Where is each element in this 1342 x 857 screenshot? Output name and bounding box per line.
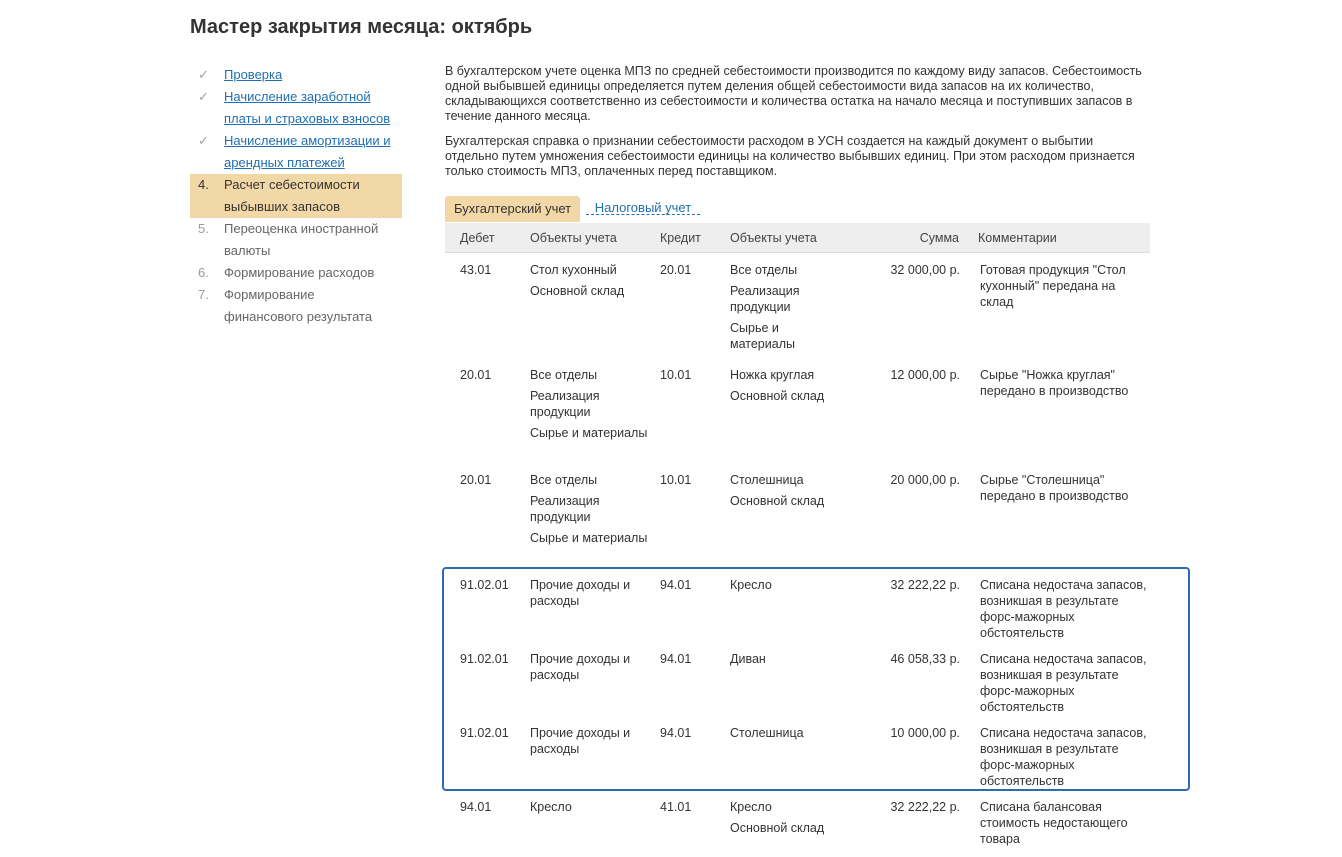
cell-comment: Списана недостача запасов, возникшая в результате форс-мажорных обстоятельств [980, 726, 1147, 788]
cell-credit: 41.01 [660, 800, 692, 814]
object-line: Столешница [730, 473, 804, 487]
object-line: Все отделы [730, 263, 798, 277]
check-icon: ✓ [198, 89, 209, 104]
step-link-check[interactable]: Проверка [224, 67, 283, 82]
description-paragraph-2: Бухгалтерская справка о признании себестоимости расходом в УСН создается на каждый документ о выбытии отдельно путем умножения себестоимости единицы на количество выбывших единиц. При этом расходом признается только стоимость МПЗ, оплаченных перед поставщиком. [445, 134, 1135, 178]
step-7 [190, 284, 402, 328]
step-6 [190, 262, 402, 284]
cell-sum: 32 000,00 р. [890, 263, 960, 277]
cell-objects-debit [530, 262, 650, 304]
cell-debit: 43.01 [460, 263, 492, 277]
table-header [445, 223, 1150, 253]
object-line: Реализация продукции [730, 284, 800, 314]
cell-sum: 10 000,00 р. [890, 726, 960, 740]
object-line: Все отделы [530, 368, 598, 382]
tab-accounting[interactable]: Бухгалтерский учет [445, 196, 580, 222]
step-label: Формирование финансового результата [224, 287, 373, 324]
cell-comment: Списана недостача запасов, возникшая в результате форс-мажорных обстоятельств [980, 578, 1147, 640]
object-line: Основной склад [730, 494, 825, 508]
cell-comment: Списана балансовая стоимость недостающего товара [980, 800, 1128, 846]
tab-tax[interactable]: Налоговый учет [586, 196, 700, 215]
object-line: Основной склад [530, 284, 625, 298]
step-number: 7. [198, 287, 209, 302]
step-1[interactable] [190, 64, 402, 86]
check-icon: ✓ [198, 133, 209, 148]
cell-credit: 20.01 [660, 263, 692, 277]
object-line: Реализация продукции [530, 389, 600, 419]
cell-sum: 32 222,22 р. [890, 578, 960, 592]
cell-credit: 10.01 [660, 473, 692, 487]
cell-objects-credit [730, 367, 840, 409]
step-link-depreciation[interactable]: Начисление амортизации и арендных платежей [224, 133, 391, 170]
object-line: Основной склад [730, 389, 825, 403]
tabs [445, 196, 700, 224]
cell-objects-credit [730, 262, 840, 357]
step-label: Переоценка иностранной валюты [224, 221, 379, 258]
step-number: 6. [198, 265, 209, 280]
cell-comment: Готовая продукция "Стол кухонный" передана на склад [980, 263, 1126, 309]
cell-debit: 20.01 [460, 368, 492, 382]
highlight-frame [442, 567, 1190, 791]
cell-debit: 94.01 [460, 800, 492, 814]
object-line: Кресло [730, 800, 772, 814]
object-line: Кресло [730, 578, 772, 592]
step-number: 5. [198, 221, 209, 236]
object-line: Кресло [530, 800, 572, 814]
wizard-steps [190, 64, 402, 328]
step-link-salary[interactable]: Начисление заработной платы и страховых взносов [224, 89, 391, 126]
cell-comment: Сырье "Ножка круглая" передано в производство [980, 368, 1129, 398]
step-4-current[interactable] [190, 174, 402, 218]
cell-comment: Списана недостача запасов, возникшая в результате форс-мажорных обстоятельств [980, 652, 1147, 714]
step-label: Формирование расходов [224, 265, 375, 280]
object-line: Сырье и материалы [530, 426, 648, 440]
object-line: Основной склад [730, 821, 825, 835]
cell-objects-credit [730, 799, 840, 841]
page-title: Мастер закрытия месяца: октябрь [190, 16, 533, 38]
object-line: Прочие доходы и расходы [530, 652, 631, 682]
object-line: Столешница [730, 726, 804, 740]
header-objects-credit: Объекты учета [730, 231, 817, 245]
cell-credit: 10.01 [660, 368, 692, 382]
header-objects-debit: Объекты учета [530, 231, 617, 245]
object-line: Прочие доходы и расходы [530, 726, 631, 756]
cell-credit: 94.01 [660, 578, 692, 592]
object-line: Сырье и материалы [730, 321, 795, 351]
cell-debit: 91.02.01 [460, 578, 509, 592]
object-line: Диван [730, 652, 766, 666]
step-label: Расчет себестоимости выбывших запасов [224, 177, 360, 214]
object-line: Ножка круглая [730, 368, 815, 382]
cell-sum: 20 000,00 р. [890, 473, 960, 487]
step-description [445, 64, 1150, 189]
cell-debit: 20.01 [460, 473, 492, 487]
postings-table [445, 223, 1150, 846]
cell-sum: 46 058,33 р. [890, 652, 960, 666]
header-debit: Дебет [460, 231, 495, 245]
object-line: Реализация продукции [530, 494, 600, 524]
header-comments: Комментарии [978, 231, 1057, 245]
cell-credit: 94.01 [660, 726, 692, 740]
step-3[interactable] [190, 130, 402, 174]
cell-debit: 91.02.01 [460, 652, 509, 666]
cell-sum: 12 000,00 р. [890, 368, 960, 382]
header-sum: Сумма [919, 231, 959, 245]
cell-objects-debit [530, 799, 650, 820]
cell-credit: 94.01 [660, 652, 692, 666]
object-line: Стол кухонный [530, 263, 617, 277]
cell-objects-debit [530, 472, 650, 551]
step-2[interactable] [190, 86, 402, 130]
cell-sum: 32 222,22 р. [890, 800, 960, 814]
cell-objects-debit [530, 367, 650, 446]
cell-debit: 91.02.01 [460, 726, 509, 740]
cell-objects-credit [730, 472, 840, 514]
object-line: Прочие доходы и расходы [530, 578, 631, 608]
description-paragraph-1: В бухгалтерском учете оценка МПЗ по средней себестоимости производится по каждому виду запасов. Себестоимость одной выбывшей единицы определяется путем деления общей себестоимости вида запасов на их количество, складывающихся соответственно из себестоимости и количества остатка на начало месяца и поступивших запасов в течение данного месяца. [445, 64, 1142, 123]
cell-comment: Сырье "Столешница" передано в производство [980, 473, 1129, 503]
step-5 [190, 218, 402, 262]
step-number: 4. [198, 177, 209, 192]
object-line: Все отделы [530, 473, 598, 487]
check-icon: ✓ [198, 67, 209, 82]
object-line: Сырье и материалы [530, 531, 648, 545]
header-credit: Кредит [660, 231, 701, 245]
